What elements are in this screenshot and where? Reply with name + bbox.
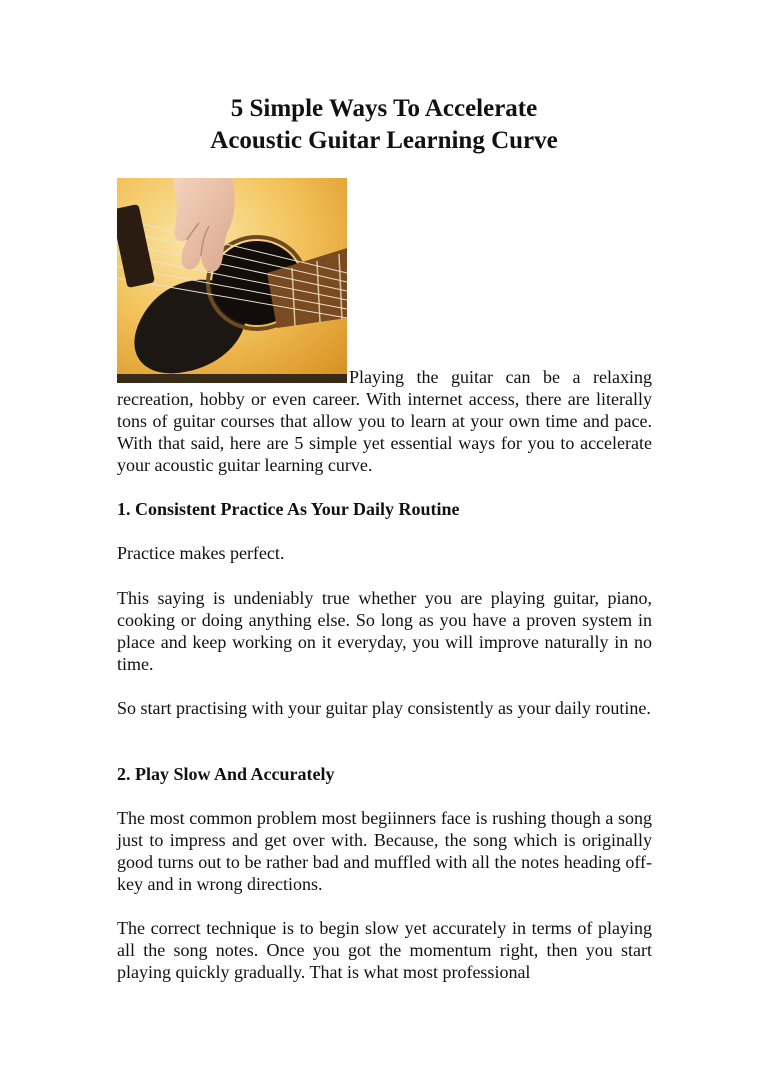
section-2-paragraph-1: The most common problem most begiinners face is rushing though a song just to impress and get over with. Because, the song which is originally good turns out to be rather bad and muffled with all the notes heading off-key and in wrong directions. xyxy=(117,808,652,894)
title-line-2: Acoustic Guitar Learning Curve xyxy=(210,127,558,154)
section-1-paragraph-2: This saying is undeniably true whether you are playing guitar, piano, cooking or doing anything else. So long as you have a proven system in place and keep working on it everyday, you will improve naturally in no time. xyxy=(117,588,652,674)
title-line-1: 5 Simple Ways To Accelerate xyxy=(230,95,538,122)
section-1-heading: 1. Consistent Practice As Your Daily Routine xyxy=(117,499,460,519)
intro-paragraph: recreation, hobby or even career. With internet access, there are literally tons of guitar courses that allow you to learn at your own time and pace. With that said, here are 5 simple yet essential ways for you to accelerate your acoustic guitar learning curve. xyxy=(117,389,652,475)
section-2-heading: 2. Play Slow And Accurately xyxy=(117,764,335,784)
section-1-paragraph-1: Practice makes perfect. xyxy=(117,543,285,563)
guitar-photo-icon xyxy=(117,178,347,383)
intro-first-line: Playing the guitar can be a relaxing xyxy=(349,367,652,387)
section-1-paragraph-3: So start practising with your guitar play consistently as your daily routine. xyxy=(117,698,651,718)
section-2-paragraph-2: The correct technique is to begin slow yet accurately in terms of playing all the song notes. Once you got the momentum right, then you start playing quickly gradually. That is what most professional xyxy=(117,918,652,982)
document-title xyxy=(0,93,768,157)
